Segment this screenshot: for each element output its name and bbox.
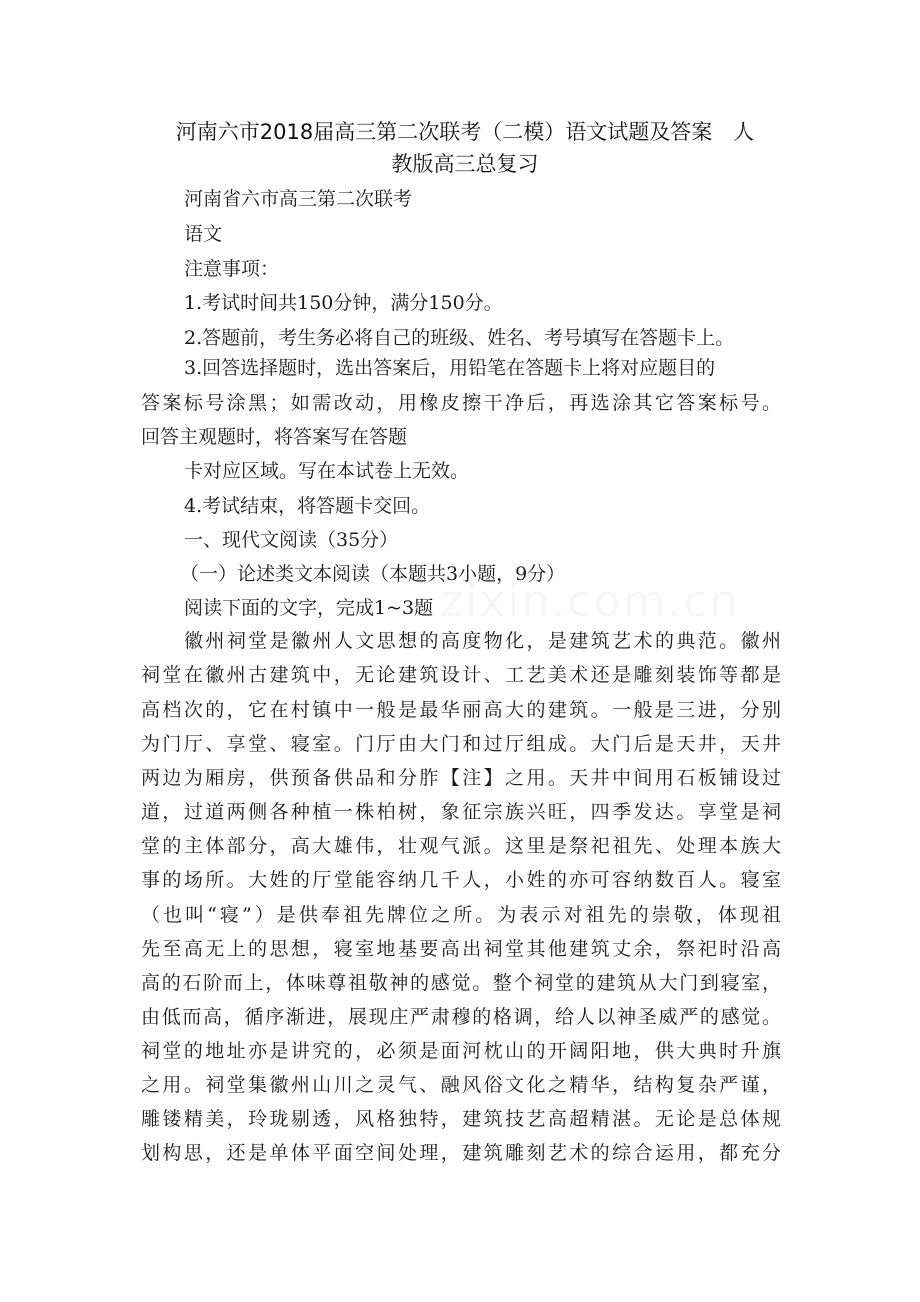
note-item-3-line-4: 卡对应区域。写在本试卷上无效。: [184, 460, 470, 482]
passage-line: 两边为厢房，供预备供品和分胙【注】之用。天井中间用石板铺设过: [141, 767, 781, 789]
passage-line: （也叫“寝”）是供奉祖先牌位之所。为表示对祖先的崇敬，体现祖: [141, 904, 781, 926]
section-heading: 一、现代文阅读（35分）: [184, 529, 399, 551]
passage-line: 先至高无上的思想，寝室地基要高出祠堂其他建筑丈余，祭祀时沿高: [141, 938, 781, 960]
title-line-1: 河南六市2018届高三第二次联考（二模）语文试题及答案 人: [175, 120, 755, 144]
passage-line: 高档次的，它在村镇中一般是最华丽高大的建筑。一般是三进，分别: [141, 699, 781, 721]
note-item-3-line-3: 回答主观题时，将答案写在答题: [141, 426, 408, 448]
note-item-3-line-1: 3.回答选择题时，选出答案后，用铅笔在答题卡上将对应题目的: [184, 357, 716, 379]
passage-line: 由低而高，循序渐进，展现庄严肃穆的格调，给人以神圣威严的感觉。: [141, 1006, 781, 1028]
passage-line: 划构思，还是单体平面空间处理，建筑雕刻艺术的综合运用，都充分: [141, 1142, 781, 1164]
note-item-3-line-2: 答案标号涂黑；如需改动，用橡皮擦干净后，再选涂其它答案标号。: [141, 392, 781, 414]
passage-line: 之用。祠堂集徽州山川之灵气、融风俗文化之精华，结构复杂严谨，: [141, 1074, 781, 1096]
document-title: [140, 116, 790, 180]
exam-name: 河南省六市高三第二次联考: [184, 188, 413, 210]
passage-line: 道，过道两侧各种植一株柏树，象征宗族兴旺，四季发达。享堂是祠: [141, 801, 781, 823]
notes-heading: 注意事项：: [184, 258, 280, 280]
note-item-4: 4.考试结束，将答题卡交回。: [184, 495, 431, 517]
reading-instruction: 阅读下面的文字，完成1~3题: [184, 597, 434, 619]
note-item-2: 2.答题前，考生务必将自己的班级、姓名、考号填写在答题卡上。: [184, 327, 735, 349]
section-subheading: （一）论述类文本阅读（本题共3小题，9分）: [180, 563, 566, 585]
passage-line: 高的石阶而上，体味尊祖敬神的感觉。整个祠堂的建筑从大门到寝室，: [141, 972, 781, 994]
passage-line: 祠堂在徽州古建筑中，无论建筑设计、工艺美术还是雕刻装饰等都是: [141, 664, 781, 686]
note-item-1: 1.考试时间共150分钟，满分150分。: [184, 292, 503, 314]
passage-line: 雕镂精美，玲珑剔透，风格独特，建筑技艺高超精湛。无论是总体规: [141, 1108, 781, 1130]
subject-label: 语文: [184, 223, 223, 245]
passage-line: 事的场所。大姓的厅堂能容纳几千人，小姓的亦可容纳数百人。寝室: [141, 869, 781, 891]
passage-line: 为门厅、享堂、寝室。门厅由大门和过厅组成。大门后是天井，天井: [141, 733, 781, 755]
passage-line: 祠堂的地址亦是讲究的，必须是面河枕山的开阔阳地，供大典时升旗: [141, 1040, 781, 1062]
title-line-2: 教版高三总复习: [391, 152, 539, 176]
passage-line: 堂的主体部分，高大雄伟，壮观气派。这里是祭祀祖先、处理本族大: [141, 835, 781, 857]
passage-line: 徽州祠堂是徽州人文思想的高度物化，是建筑艺术的典范。徽州: [184, 630, 781, 652]
